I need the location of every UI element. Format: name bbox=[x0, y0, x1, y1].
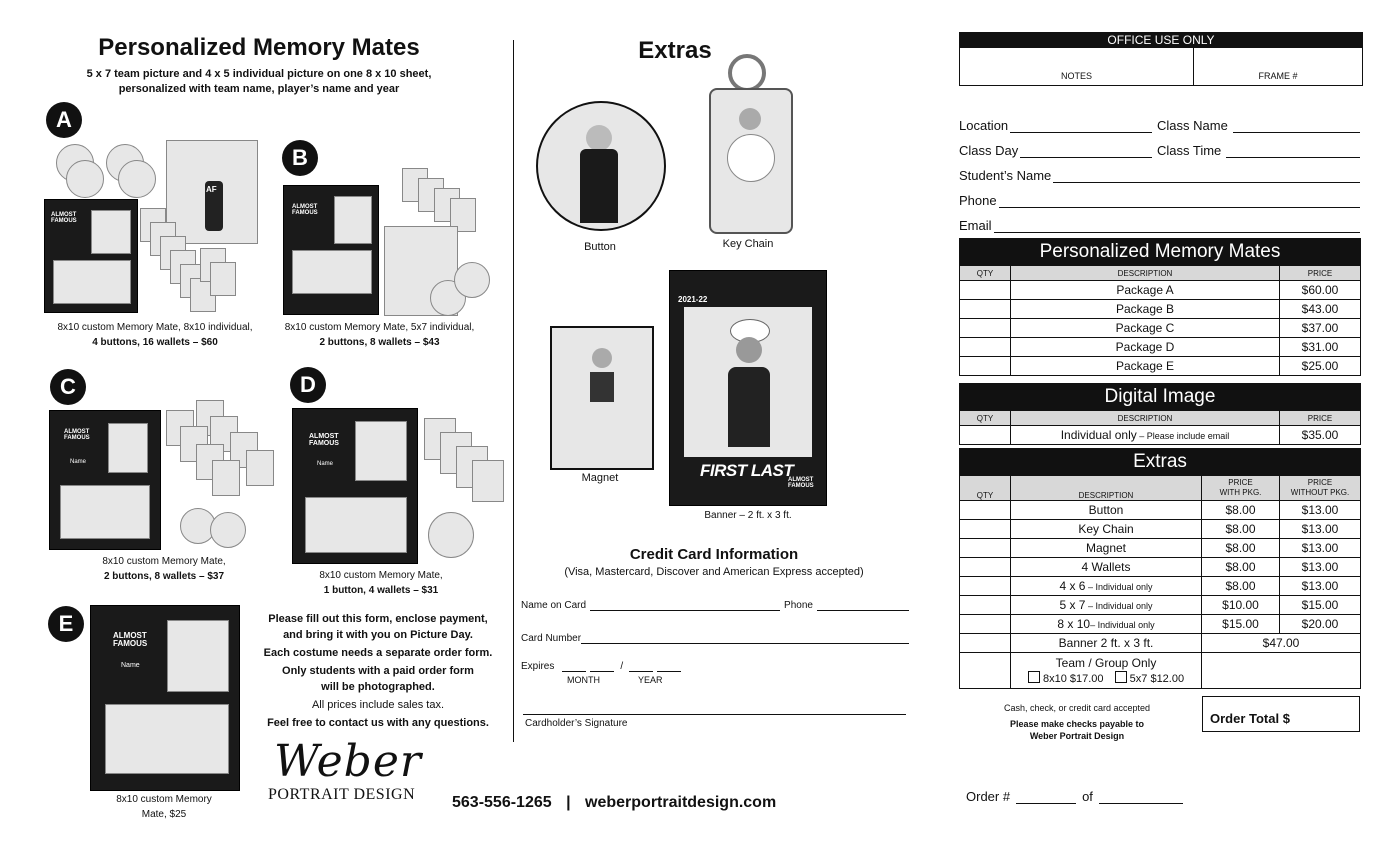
extras-order-table bbox=[959, 448, 1361, 689]
qty-input[interactable] bbox=[960, 596, 1011, 615]
desc-note: – Individual only bbox=[1090, 620, 1155, 630]
package-d-memory-mate bbox=[292, 408, 418, 564]
almost-famous-logo bbox=[292, 204, 318, 216]
order-number-field[interactable] bbox=[1016, 793, 1076, 804]
logo-script: Weber bbox=[274, 736, 422, 787]
student-name-label: Student’s Name bbox=[959, 168, 1052, 183]
qty-input[interactable] bbox=[960, 281, 1011, 300]
package-c-memory-mate bbox=[49, 410, 161, 550]
class-day-line[interactable] bbox=[1020, 147, 1152, 158]
class-day-label: Class Day bbox=[959, 143, 1019, 158]
expiry-slash: / bbox=[620, 661, 624, 672]
caption-line: 8x10 custom Memory Mate, bbox=[102, 556, 226, 567]
keychain-sample-photo bbox=[709, 88, 793, 234]
qty-input[interactable] bbox=[960, 539, 1011, 558]
row-price-without: $13.00 bbox=[1280, 558, 1361, 577]
class-name-label: Class Name bbox=[1157, 118, 1228, 133]
row-description bbox=[1011, 577, 1202, 596]
caption-line: 2 buttons, 8 wallets – $43 bbox=[319, 337, 440, 348]
logo-line: FAMOUS bbox=[51, 218, 77, 224]
row-price-without: $13.00 bbox=[1280, 539, 1361, 558]
row-description: Package A bbox=[1011, 281, 1280, 300]
of-label: of bbox=[1082, 789, 1093, 804]
team-price-cell bbox=[1202, 653, 1361, 689]
table-row bbox=[960, 615, 1361, 634]
order-number-label: Order # bbox=[966, 789, 1011, 804]
row-price-with: $8.00 bbox=[1202, 501, 1280, 520]
row-price: $25.00 bbox=[1280, 357, 1361, 376]
row-price: $35.00 bbox=[1280, 426, 1361, 445]
caption-line: 1 button, 4 wallets – $31 bbox=[323, 585, 439, 596]
logo-subtitle: PORTRAIT DESIGN bbox=[268, 786, 416, 803]
package-a-memory-mate bbox=[44, 199, 138, 313]
banner-portrait bbox=[684, 307, 812, 457]
logo-line: FAMOUS bbox=[309, 440, 339, 447]
row-description: Button bbox=[1011, 501, 1202, 520]
expiry-month-field-2[interactable] bbox=[590, 661, 614, 672]
child-body bbox=[580, 149, 618, 223]
row-description: Package B bbox=[1011, 300, 1280, 319]
phone-field[interactable] bbox=[959, 193, 1360, 208]
row-description bbox=[1011, 615, 1202, 634]
qty-input[interactable] bbox=[960, 634, 1011, 653]
row-price: $47.00 bbox=[1202, 634, 1361, 653]
expiry-year-field-1[interactable] bbox=[629, 661, 653, 672]
class-time-field[interactable] bbox=[1157, 143, 1360, 158]
logo-line: FAMOUS bbox=[292, 210, 318, 216]
table-row bbox=[960, 520, 1361, 539]
row-description: Magnet bbox=[1011, 539, 1202, 558]
memory-mates-title: Personalized Memory Mates bbox=[98, 34, 420, 61]
order-of-field[interactable] bbox=[1099, 793, 1183, 804]
wallet-photo bbox=[212, 460, 240, 496]
button-photo bbox=[210, 512, 246, 548]
child-head bbox=[586, 125, 612, 151]
student-name-field[interactable] bbox=[959, 168, 1360, 183]
banner-brand bbox=[788, 477, 814, 489]
individual-inset bbox=[167, 620, 229, 692]
logo-line: FAMOUS bbox=[64, 435, 90, 441]
credit-card-subtitle: (Visa, Mastercard, Discover and American Express accepted) bbox=[564, 566, 864, 578]
column-divider bbox=[513, 40, 514, 742]
child-head bbox=[592, 348, 612, 368]
phone-line[interactable] bbox=[999, 197, 1360, 208]
phone-label: Phone bbox=[784, 600, 813, 611]
desc-main: 4 x 6 bbox=[1059, 579, 1086, 593]
package-a-badge: A bbox=[46, 102, 82, 138]
banner-year: 2021-22 bbox=[678, 295, 708, 304]
team-5x7-label: 5x7 $12.00 bbox=[1129, 672, 1185, 685]
row-price-without: $20.00 bbox=[1280, 615, 1361, 634]
caption-line: 8x10 custom Memory Mate, bbox=[319, 570, 443, 581]
class-time-label: Class Time bbox=[1157, 143, 1222, 158]
card-phone-field[interactable] bbox=[817, 600, 909, 611]
class-day-field[interactable] bbox=[959, 143, 1152, 158]
table-row bbox=[960, 501, 1361, 520]
logo-line: ALMOST bbox=[292, 204, 318, 210]
row-description: Package D bbox=[1011, 338, 1280, 357]
without-pkg-header bbox=[1280, 476, 1361, 501]
digital-image-table-title: Digital Image bbox=[960, 384, 1361, 411]
qty-input[interactable] bbox=[960, 426, 1011, 445]
package-e-badge: E bbox=[48, 606, 84, 642]
row-price-with: $8.00 bbox=[1202, 520, 1280, 539]
package-a-caption bbox=[40, 320, 270, 350]
caption-line: 8x10 custom Memory Mate, 5x7 individual, bbox=[284, 322, 475, 333]
package-e-caption bbox=[86, 792, 242, 822]
card-number-label: Card Number bbox=[521, 633, 582, 644]
row-price-with: $10.00 bbox=[1202, 596, 1280, 615]
desc-main: 8 x 10 bbox=[1057, 617, 1091, 631]
email-label: Email bbox=[959, 218, 992, 233]
header-line: WITH PKG. bbox=[1219, 488, 1262, 497]
table-row bbox=[960, 634, 1361, 653]
row-price-without: $13.00 bbox=[1280, 520, 1361, 539]
individual-inset bbox=[355, 421, 407, 481]
caption-line: Mate, $25 bbox=[141, 809, 187, 820]
row-price-with: $15.00 bbox=[1202, 615, 1280, 634]
team-inset bbox=[53, 260, 131, 304]
instruction-line: will be photographed. bbox=[321, 681, 435, 693]
row-description: Banner 2 ft. x 3 ft. bbox=[1011, 634, 1202, 653]
team-group-cell bbox=[1011, 653, 1202, 689]
header-line: PRICE bbox=[1307, 478, 1333, 487]
team-inset bbox=[292, 250, 372, 294]
name-text: Name bbox=[317, 461, 334, 467]
qty-input[interactable] bbox=[960, 319, 1011, 338]
almost-famous-logo bbox=[309, 433, 339, 447]
memory-mates-table-title: Personalized Memory Mates bbox=[960, 239, 1361, 266]
notes-cell[interactable] bbox=[960, 48, 1194, 85]
button-photo bbox=[428, 512, 474, 558]
signature-label: Cardholder’s Signature bbox=[525, 718, 628, 729]
jersey-text: AF bbox=[206, 185, 217, 194]
individual-inset bbox=[91, 210, 131, 254]
button-label: Button bbox=[584, 241, 616, 253]
name-on-card-label: Name on Card bbox=[521, 600, 587, 611]
card-number-field[interactable] bbox=[581, 633, 909, 644]
logo-line: ALMOST bbox=[309, 433, 339, 440]
child-body bbox=[590, 372, 614, 402]
payment-notes bbox=[962, 702, 1192, 742]
desc-note: – Individual only bbox=[1085, 582, 1153, 592]
expires-label: Expires bbox=[521, 661, 555, 672]
instruction-line: Feel free to contact us with any questions. bbox=[267, 717, 489, 729]
logo-line: FAMOUS bbox=[113, 639, 148, 648]
year-label: YEAR bbox=[638, 675, 663, 685]
row-description: Key Chain bbox=[1011, 520, 1202, 539]
class-name-field[interactable] bbox=[1157, 118, 1360, 133]
team-8x10-label: 8x10 $17.00 bbox=[1042, 672, 1104, 685]
with-pkg-header bbox=[1202, 476, 1280, 501]
banner-label: Banner – 2 ft. x 3 ft. bbox=[704, 510, 792, 521]
package-b-caption bbox=[272, 320, 487, 350]
magnet-sample-photo bbox=[550, 326, 654, 470]
wallet-photo bbox=[472, 460, 504, 502]
qty-input[interactable] bbox=[960, 300, 1011, 319]
student-name-line[interactable] bbox=[1053, 172, 1360, 183]
child-body bbox=[728, 367, 770, 447]
weber-logo bbox=[268, 738, 428, 804]
student-phone-label: Phone bbox=[959, 193, 997, 208]
digital-image-order-table bbox=[959, 383, 1361, 445]
wallet-photo bbox=[246, 450, 274, 486]
table-row bbox=[960, 426, 1361, 445]
team-group-title: Team / Group Only bbox=[1055, 655, 1157, 670]
description-header: DESCRIPTION bbox=[1011, 411, 1280, 426]
package-c-badge: C bbox=[50, 369, 86, 405]
email-line[interactable] bbox=[994, 222, 1360, 233]
name-text: Name bbox=[121, 662, 140, 669]
email-field[interactable] bbox=[959, 218, 1360, 233]
row-description: Package E bbox=[1011, 357, 1280, 376]
package-b-memory-mate bbox=[283, 185, 379, 315]
expires-row bbox=[521, 661, 681, 672]
name-on-card-row bbox=[521, 600, 909, 611]
row-description bbox=[1011, 596, 1202, 615]
row-price-with: $8.00 bbox=[1202, 577, 1280, 596]
button-photo bbox=[118, 160, 156, 198]
price-header: PRICE bbox=[1280, 266, 1361, 281]
card-number-row bbox=[521, 633, 909, 644]
button-photo bbox=[66, 160, 104, 198]
team-inset bbox=[105, 704, 229, 774]
team-8x10-checkbox[interactable] bbox=[1028, 671, 1040, 683]
description-header: DESCRIPTION bbox=[1011, 476, 1202, 501]
magnet-label: Magnet bbox=[581, 472, 619, 484]
qty-input[interactable] bbox=[960, 357, 1011, 376]
row-price-with: $8.00 bbox=[1202, 539, 1280, 558]
logo-line: FAMOUS bbox=[788, 483, 814, 489]
order-total-box[interactable] bbox=[1202, 696, 1360, 732]
caption-line: 2 buttons, 8 wallets – $37 bbox=[103, 571, 225, 582]
qty-input[interactable] bbox=[960, 520, 1011, 539]
frame-label: FRAME # bbox=[1258, 71, 1298, 81]
table-row bbox=[960, 281, 1361, 300]
qty-input[interactable] bbox=[960, 501, 1011, 520]
table-row bbox=[960, 300, 1361, 319]
table-row bbox=[960, 319, 1361, 338]
almost-famous-logo bbox=[51, 212, 77, 224]
order-number-row bbox=[966, 789, 1183, 804]
qty-input[interactable] bbox=[960, 615, 1011, 634]
instruction-line: All prices include sales tax. bbox=[311, 699, 445, 711]
package-b-badge: B bbox=[282, 140, 318, 176]
row-description: 4 Wallets bbox=[1011, 558, 1202, 577]
location-line[interactable] bbox=[1010, 122, 1152, 133]
row-price-without: $15.00 bbox=[1280, 596, 1361, 615]
description-header: DESCRIPTION bbox=[1011, 266, 1280, 281]
table-row bbox=[960, 539, 1361, 558]
qty-header: QTY bbox=[960, 411, 1011, 426]
instruction-line: Only students with a paid order form bbox=[282, 665, 474, 677]
package-a-individual-photo bbox=[166, 140, 258, 244]
location-field[interactable] bbox=[959, 118, 1152, 133]
table-row bbox=[960, 653, 1361, 689]
row-description: Package C bbox=[1011, 319, 1280, 338]
notes-label: NOTES bbox=[1060, 71, 1092, 81]
contact-divider: | bbox=[566, 794, 571, 811]
table-row bbox=[960, 338, 1361, 357]
instruction-line: Each costume needs a separate order form. bbox=[263, 647, 493, 659]
logo-line: ALMOST bbox=[51, 212, 77, 218]
child-head bbox=[739, 108, 761, 130]
instruction-line: Please fill out this form, enclose payment, bbox=[268, 613, 488, 625]
keychain-ring-icon bbox=[728, 54, 766, 92]
row-price: $31.00 bbox=[1280, 338, 1361, 357]
qty-input[interactable] bbox=[960, 338, 1011, 357]
name-text: Name bbox=[70, 459, 87, 465]
package-d-caption bbox=[286, 568, 476, 598]
subtitle-line-1: 5 x 7 team picture and 4 x 5 individual picture on one 8 x 10 sheet, bbox=[86, 68, 432, 80]
caption-line: 8x10 custom Memory bbox=[116, 794, 212, 805]
header-line: PRICE bbox=[1228, 478, 1253, 487]
package-c-caption bbox=[44, 554, 284, 584]
logo-line: ALMOST bbox=[64, 429, 90, 435]
office-use-box bbox=[959, 32, 1363, 86]
class-name-line[interactable] bbox=[1233, 122, 1360, 133]
keychain-label: Key Chain bbox=[722, 238, 774, 250]
checks-note-line: Please make checks payable to bbox=[1009, 719, 1145, 729]
row-price: $43.00 bbox=[1280, 300, 1361, 319]
package-d-badge: D bbox=[290, 367, 326, 403]
qty-header: QTY bbox=[960, 476, 1011, 501]
table-row bbox=[960, 596, 1361, 615]
name-on-card-field[interactable] bbox=[590, 600, 780, 611]
caption-line: 8x10 custom Memory Mate, 8x10 individual, bbox=[57, 322, 253, 333]
digital-note: – Please include email bbox=[1136, 431, 1230, 441]
digital-desc: Individual only bbox=[1060, 428, 1137, 442]
signature-line[interactable] bbox=[523, 714, 906, 715]
wallet-photo bbox=[210, 262, 236, 296]
desc-note: – Individual only bbox=[1085, 601, 1153, 611]
individual-inset bbox=[108, 423, 148, 473]
individual-inset bbox=[334, 196, 372, 244]
logo-line: ALMOST bbox=[113, 631, 147, 640]
row-price: $60.00 bbox=[1280, 281, 1361, 300]
class-time-line[interactable] bbox=[1226, 147, 1360, 158]
qty-input[interactable] bbox=[960, 577, 1011, 596]
almost-famous-logo bbox=[113, 632, 147, 648]
payment-note: Cash, check, or credit card accepted bbox=[1003, 703, 1151, 713]
row-price: $37.00 bbox=[1280, 319, 1361, 338]
tutu-shape bbox=[727, 134, 775, 182]
qty-input[interactable] bbox=[960, 653, 1011, 689]
almost-famous-logo bbox=[64, 429, 90, 441]
row-price-with: $8.00 bbox=[1202, 558, 1280, 577]
row-price-without: $13.00 bbox=[1280, 501, 1361, 520]
table-row bbox=[960, 558, 1361, 577]
month-label: MONTH bbox=[567, 675, 600, 685]
expiry-month-field-1[interactable] bbox=[562, 661, 586, 672]
child-head bbox=[736, 337, 762, 363]
qty-input[interactable] bbox=[960, 558, 1011, 577]
phone-number: 563-556-1265 bbox=[452, 794, 552, 811]
extras-table-title: Extras bbox=[960, 449, 1361, 476]
credit-card-title: Credit Card Information bbox=[629, 546, 799, 563]
team-group-options bbox=[1011, 671, 1201, 687]
price-header: PRICE bbox=[1280, 411, 1361, 426]
team-5x7-checkbox[interactable] bbox=[1115, 671, 1127, 683]
button-sample-photo bbox=[536, 101, 666, 231]
instruction-line: and bring it with you on Picture Day. bbox=[283, 629, 473, 641]
frame-cell[interactable] bbox=[1194, 48, 1362, 85]
qty-header: QTY bbox=[960, 266, 1011, 281]
office-use-title: OFFICE USE ONLY bbox=[960, 33, 1362, 48]
package-e-memory-mate bbox=[90, 605, 240, 791]
caption-line: 4 buttons, 16 wallets – $60 bbox=[92, 337, 218, 348]
row-price-without: $13.00 bbox=[1280, 577, 1361, 596]
banner-sample-photo bbox=[669, 270, 827, 506]
button-photo bbox=[454, 262, 490, 298]
table-row bbox=[960, 577, 1361, 596]
subtitle-line-2: personalized with team name, player’s name and year bbox=[118, 83, 400, 95]
location-label: Location bbox=[959, 118, 1009, 133]
header-line: WITHOUT PKG. bbox=[1290, 488, 1350, 497]
banner-name-text: FIRST LAST bbox=[700, 461, 794, 480]
instructions bbox=[258, 611, 498, 731]
order-total-label: Order Total $ bbox=[1210, 711, 1290, 726]
memory-mates-order-table bbox=[959, 238, 1361, 376]
team-inset bbox=[60, 485, 150, 539]
table-row bbox=[960, 357, 1361, 376]
contact-line bbox=[452, 794, 776, 812]
memory-mates-subtitle bbox=[40, 67, 478, 97]
checks-note-line: Weber Portrait Design bbox=[1029, 731, 1125, 741]
row-description bbox=[1011, 426, 1280, 445]
expiry-year-field-2[interactable] bbox=[657, 661, 681, 672]
website-link[interactable]: weberportraitdesign.com bbox=[585, 794, 777, 811]
logo-line: ALMOST bbox=[788, 477, 814, 483]
extras-title: Extras bbox=[638, 37, 712, 64]
desc-main: 5 x 7 bbox=[1059, 598, 1086, 612]
team-inset bbox=[305, 497, 407, 553]
